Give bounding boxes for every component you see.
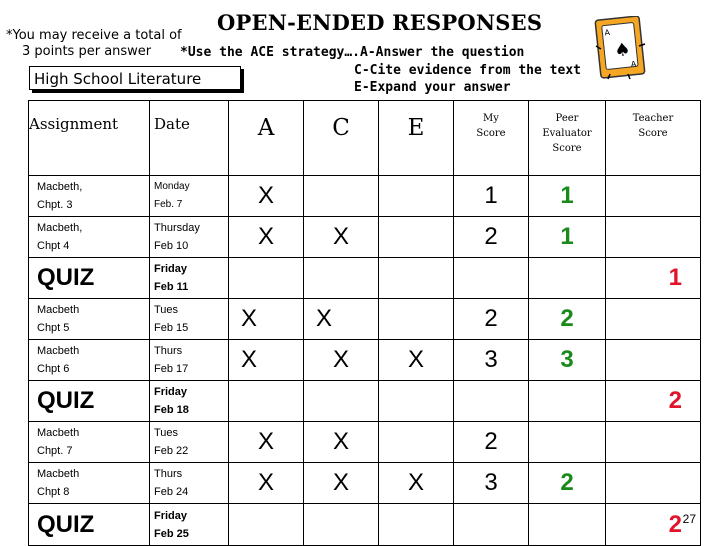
date-day: Friday bbox=[154, 509, 188, 522]
e-mark bbox=[379, 258, 454, 299]
table-row bbox=[29, 463, 701, 504]
teacher-score bbox=[606, 463, 701, 504]
my-score bbox=[454, 504, 529, 546]
assignment-line1: Macbeth, bbox=[37, 222, 83, 234]
table-header-row bbox=[29, 101, 701, 176]
my-score bbox=[454, 381, 529, 422]
header-my-score-text: My Score bbox=[476, 113, 506, 139]
assignment-line1: Macbeth bbox=[37, 468, 80, 480]
page-title: OPEN-ENDED RESPONSES bbox=[217, 10, 543, 35]
date-day: Friday bbox=[154, 386, 188, 398]
a-mark: X bbox=[229, 299, 304, 340]
date-day: Thurs bbox=[154, 468, 183, 480]
peer-score bbox=[529, 504, 606, 546]
my-score: 3 bbox=[454, 340, 529, 381]
peer-score bbox=[529, 258, 606, 299]
header-peer-score bbox=[529, 101, 606, 176]
header-e: E bbox=[379, 101, 454, 176]
assignment-cell bbox=[29, 217, 150, 258]
header-assignment: Assignment bbox=[29, 101, 150, 176]
peer-score: 3 bbox=[529, 340, 606, 381]
assignment-line2: Chpt 4 bbox=[37, 240, 70, 252]
date-date: Feb 10 bbox=[154, 240, 189, 252]
assignment-line1: Macbeth bbox=[37, 427, 80, 439]
peer-score: 2 bbox=[529, 299, 606, 340]
quiz-label: QUIZ bbox=[29, 381, 150, 422]
teacher-score bbox=[606, 340, 701, 381]
table-row bbox=[29, 340, 701, 381]
teacher-score: 2 bbox=[668, 510, 682, 538]
date-cell bbox=[150, 340, 229, 381]
peer-score: 2 bbox=[529, 463, 606, 504]
teacher-score: 1 bbox=[606, 258, 701, 299]
e-mark: X bbox=[379, 463, 454, 504]
quiz-label: QUIZ bbox=[29, 258, 150, 299]
teacher-score bbox=[606, 217, 701, 258]
ace-strategy-answer: *Use the ACE strategy….A-Answer the question bbox=[180, 45, 525, 60]
c-mark bbox=[304, 381, 379, 422]
date-day: Thursday bbox=[154, 222, 200, 234]
date-day: Tues bbox=[154, 304, 179, 316]
my-score: 2 bbox=[454, 217, 529, 258]
course-label: High School Literature bbox=[29, 66, 241, 90]
assignment-line1: Macbeth bbox=[37, 345, 80, 357]
table-row-quiz bbox=[29, 504, 701, 546]
assignment-line2: Chpt. 3 bbox=[37, 199, 73, 211]
table-row bbox=[29, 299, 701, 340]
c-mark: X bbox=[304, 422, 379, 463]
header-teacher-score-text: Teacher Score bbox=[632, 113, 674, 139]
e-mark bbox=[379, 217, 454, 258]
a-mark bbox=[229, 381, 304, 422]
ace-of-spades-card-icon bbox=[592, 16, 648, 80]
table-row bbox=[29, 176, 701, 217]
a-mark bbox=[229, 504, 304, 546]
c-mark bbox=[304, 176, 379, 217]
date-cell bbox=[150, 258, 229, 299]
ace-strategy-cite: C-Cite evidence from the text bbox=[354, 63, 581, 78]
quiz-label: QUIZ bbox=[29, 504, 150, 546]
responses-table bbox=[28, 100, 701, 546]
a-mark: X bbox=[229, 217, 304, 258]
teacher-score bbox=[606, 176, 701, 217]
assignment-line2: Chpt 8 bbox=[37, 486, 70, 498]
peer-score bbox=[529, 422, 606, 463]
my-score: 2 bbox=[454, 422, 529, 463]
e-mark bbox=[379, 176, 454, 217]
date-date: Feb 25 bbox=[154, 527, 189, 540]
a-mark: X bbox=[229, 340, 304, 381]
a-mark: X bbox=[229, 422, 304, 463]
assignment-line1: Macbeth, bbox=[37, 181, 83, 193]
date-day: Thurs bbox=[154, 345, 183, 357]
date-day: Friday bbox=[154, 263, 188, 275]
a-mark bbox=[229, 258, 304, 299]
date-date: Feb 24 bbox=[154, 486, 189, 498]
date-day: Monday bbox=[154, 181, 190, 192]
date-date: Feb 15 bbox=[154, 322, 189, 334]
table-row bbox=[29, 422, 701, 463]
header-peer-score-text: Peer Evaluator Score bbox=[542, 113, 592, 154]
header-date: Date bbox=[150, 101, 229, 176]
date-date: Feb 22 bbox=[154, 445, 189, 457]
peer-score: 1 bbox=[529, 217, 606, 258]
date-cell bbox=[150, 217, 229, 258]
teacher-score: 2 bbox=[606, 381, 701, 422]
table-row bbox=[29, 217, 701, 258]
date-date: Feb 18 bbox=[154, 404, 189, 416]
e-mark bbox=[379, 381, 454, 422]
e-mark: X bbox=[379, 340, 454, 381]
my-score: 2 bbox=[454, 299, 529, 340]
points-note-line2: 3 points per answer bbox=[22, 44, 152, 59]
points-note bbox=[6, 28, 182, 60]
e-mark bbox=[379, 504, 454, 546]
ace-strategy-expand: E-Expand your answer bbox=[354, 80, 511, 95]
my-score: 3 bbox=[454, 463, 529, 504]
slide-number: 27 bbox=[682, 512, 696, 526]
table-row-quiz bbox=[29, 258, 701, 299]
assignment-cell bbox=[29, 463, 150, 504]
date-cell bbox=[150, 422, 229, 463]
date-cell bbox=[150, 463, 229, 504]
table-row-quiz bbox=[29, 381, 701, 422]
c-mark bbox=[304, 258, 379, 299]
c-mark: X bbox=[304, 463, 379, 504]
assignment-line2: Chpt. 7 bbox=[37, 445, 73, 457]
c-mark: X bbox=[304, 340, 379, 381]
assignment-cell bbox=[29, 299, 150, 340]
teacher-score bbox=[606, 299, 701, 340]
teacher-score-cell bbox=[606, 504, 701, 546]
c-mark: X bbox=[304, 299, 379, 340]
date-day: Tues bbox=[154, 427, 179, 439]
assignment-cell bbox=[29, 176, 150, 217]
date-cell bbox=[150, 299, 229, 340]
header-teacher-score bbox=[606, 101, 701, 176]
date-cell bbox=[150, 504, 229, 546]
my-score: 1 bbox=[454, 176, 529, 217]
svg-text:A: A bbox=[603, 27, 611, 38]
teacher-score bbox=[606, 422, 701, 463]
assignment-cell bbox=[29, 422, 150, 463]
my-score bbox=[454, 258, 529, 299]
assignment-line1: Macbeth bbox=[37, 304, 80, 316]
date-date: Feb 17 bbox=[154, 363, 189, 375]
c-mark: X bbox=[304, 217, 379, 258]
date-date: Feb 11 bbox=[154, 281, 189, 293]
date-cell bbox=[150, 381, 229, 422]
points-note-line1: *You may receive a total of bbox=[6, 28, 182, 43]
assignment-cell bbox=[29, 340, 150, 381]
e-mark bbox=[379, 299, 454, 340]
svg-text:A: A bbox=[630, 59, 637, 69]
svg-text:♠: ♠ bbox=[613, 38, 632, 62]
c-mark bbox=[304, 504, 379, 546]
header-a: A bbox=[229, 101, 304, 176]
date-date: Feb. 7 bbox=[154, 199, 183, 210]
a-mark: X bbox=[229, 176, 304, 217]
date-cell bbox=[150, 176, 229, 217]
peer-score: 1 bbox=[529, 176, 606, 217]
peer-score bbox=[529, 381, 606, 422]
header-my-score bbox=[454, 101, 529, 176]
a-mark: X bbox=[229, 463, 304, 504]
header-c: C bbox=[304, 101, 379, 176]
e-mark bbox=[379, 422, 454, 463]
assignment-line2: Chpt 5 bbox=[37, 322, 70, 334]
assignment-line2: Chpt 6 bbox=[37, 363, 70, 375]
